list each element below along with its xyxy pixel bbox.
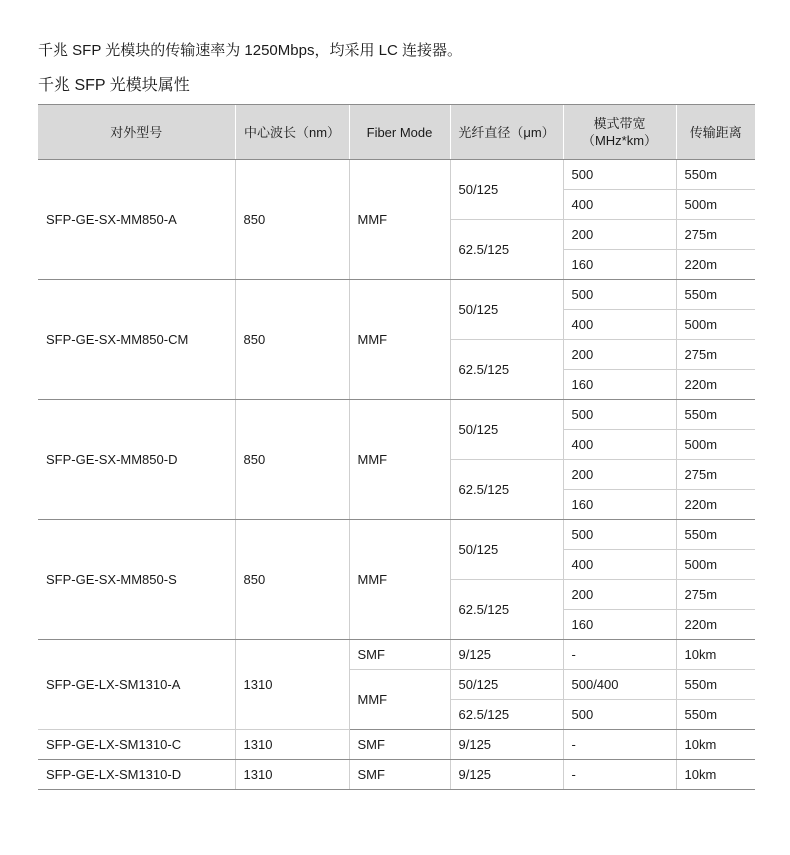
model-cell: SFP-GE-SX-MM850-D — [38, 400, 235, 520]
table-row — [38, 520, 755, 550]
model-cell: SFP-GE-LX-SM1310-D — [38, 760, 235, 790]
intro-text: 千兆 SFP 光模块的传输速率为 1250Mbps，均采用 LC 连接器。 — [38, 42, 462, 59]
diameter-cell: 62.5/125 — [450, 580, 563, 640]
diameter-cell: 50/125 — [450, 520, 563, 580]
distance-cell: 275m — [676, 580, 755, 610]
distance-cell: 220m — [676, 250, 755, 280]
model-cell: SFP-GE-SX-MM850-CM — [38, 280, 235, 400]
diameter-cell: 50/125 — [450, 280, 563, 340]
fiber-mode-cell: SMF — [349, 640, 450, 670]
fiber-mode-cell: MMF — [349, 520, 450, 640]
distance-cell: 550m — [676, 280, 755, 310]
bandwidth-cell: 160 — [563, 490, 676, 520]
bandwidth-cell: 400 — [563, 310, 676, 340]
table-row — [38, 400, 755, 430]
table-row — [38, 760, 755, 790]
bandwidth-cell: 200 — [563, 340, 676, 370]
bandwidth-cell: 400 — [563, 550, 676, 580]
header-fiber-diameter: 光纤直径（μm） — [450, 105, 563, 160]
wavelength-cell: 850 — [235, 160, 349, 280]
bandwidth-cell: 160 — [563, 610, 676, 640]
table-header-row — [38, 105, 755, 160]
distance-cell: 500m — [676, 550, 755, 580]
wavelength-cell: 1310 — [235, 730, 349, 760]
bandwidth-cell: - — [563, 760, 676, 790]
bandwidth-cell: 500 — [563, 160, 676, 190]
table-row — [38, 160, 755, 190]
diameter-cell: 9/125 — [450, 730, 563, 760]
distance-cell: 550m — [676, 520, 755, 550]
distance-cell: 500m — [676, 310, 755, 340]
model-cell: SFP-GE-SX-MM850-A — [38, 160, 235, 280]
distance-cell: 275m — [676, 220, 755, 250]
diameter-cell: 62.5/125 — [450, 700, 563, 730]
bandwidth-cell: 200 — [563, 580, 676, 610]
diameter-cell: 50/125 — [450, 400, 563, 460]
header-fiber-mode: Fiber Mode — [349, 105, 450, 160]
model-cell: SFP-GE-SX-MM850-S — [38, 520, 235, 640]
bandwidth-cell: - — [563, 640, 676, 670]
bandwidth-cell: 500 — [563, 280, 676, 310]
distance-cell: 10km — [676, 730, 755, 760]
diameter-cell: 50/125 — [450, 670, 563, 700]
section-title: 千兆 SFP 光模块属性 — [38, 77, 190, 94]
bandwidth-cell: 200 — [563, 220, 676, 250]
fiber-mode-cell: MMF — [349, 670, 450, 730]
fiber-mode-cell: SMF — [349, 730, 450, 760]
diameter-cell: 50/125 — [450, 160, 563, 220]
bandwidth-cell: 400 — [563, 190, 676, 220]
bandwidth-cell: 500 — [563, 520, 676, 550]
bandwidth-cell: 160 — [563, 370, 676, 400]
sfp-spec-table — [38, 104, 755, 790]
bandwidth-cell: - — [563, 730, 676, 760]
fiber-mode-cell: MMF — [349, 160, 450, 280]
distance-cell: 10km — [676, 760, 755, 790]
header-modal-bandwidth: 模式带宽（MHz*km） — [563, 105, 676, 160]
diameter-cell: 62.5/125 — [450, 460, 563, 520]
table-row — [38, 730, 755, 760]
diameter-cell: 9/125 — [450, 640, 563, 670]
header-wavelength: 中心波长（nm） — [235, 105, 349, 160]
header-distance: 传输距离 — [676, 105, 755, 160]
distance-cell: 500m — [676, 190, 755, 220]
distance-cell: 220m — [676, 610, 755, 640]
fiber-mode-cell: SMF — [349, 760, 450, 790]
fiber-mode-cell: MMF — [349, 280, 450, 400]
wavelength-cell: 1310 — [235, 760, 349, 790]
wavelength-cell: 1310 — [235, 640, 349, 730]
bandwidth-cell: 500 — [563, 400, 676, 430]
fiber-mode-cell: MMF — [349, 400, 450, 520]
distance-cell: 220m — [676, 370, 755, 400]
bandwidth-cell: 500 — [563, 700, 676, 730]
distance-cell: 550m — [676, 700, 755, 730]
distance-cell: 275m — [676, 340, 755, 370]
distance-cell: 275m — [676, 460, 755, 490]
distance-cell: 550m — [676, 160, 755, 190]
model-cell: SFP-GE-LX-SM1310-C — [38, 730, 235, 760]
wavelength-cell: 850 — [235, 280, 349, 400]
table-row — [38, 640, 755, 670]
diameter-cell: 62.5/125 — [450, 220, 563, 280]
distance-cell: 10km — [676, 640, 755, 670]
distance-cell: 550m — [676, 670, 755, 700]
bandwidth-cell: 400 — [563, 430, 676, 460]
distance-cell: 220m — [676, 490, 755, 520]
wavelength-cell: 850 — [235, 400, 349, 520]
header-model: 对外型号 — [38, 105, 235, 160]
bandwidth-cell: 500/400 — [563, 670, 676, 700]
model-cell: SFP-GE-LX-SM1310-A — [38, 640, 235, 730]
distance-cell: 550m — [676, 400, 755, 430]
diameter-cell: 62.5/125 — [450, 340, 563, 400]
table-body — [38, 160, 755, 790]
table-row — [38, 280, 755, 310]
distance-cell: 500m — [676, 430, 755, 460]
bandwidth-cell: 200 — [563, 460, 676, 490]
diameter-cell: 9/125 — [450, 760, 563, 790]
bandwidth-cell: 160 — [563, 250, 676, 280]
wavelength-cell: 850 — [235, 520, 349, 640]
